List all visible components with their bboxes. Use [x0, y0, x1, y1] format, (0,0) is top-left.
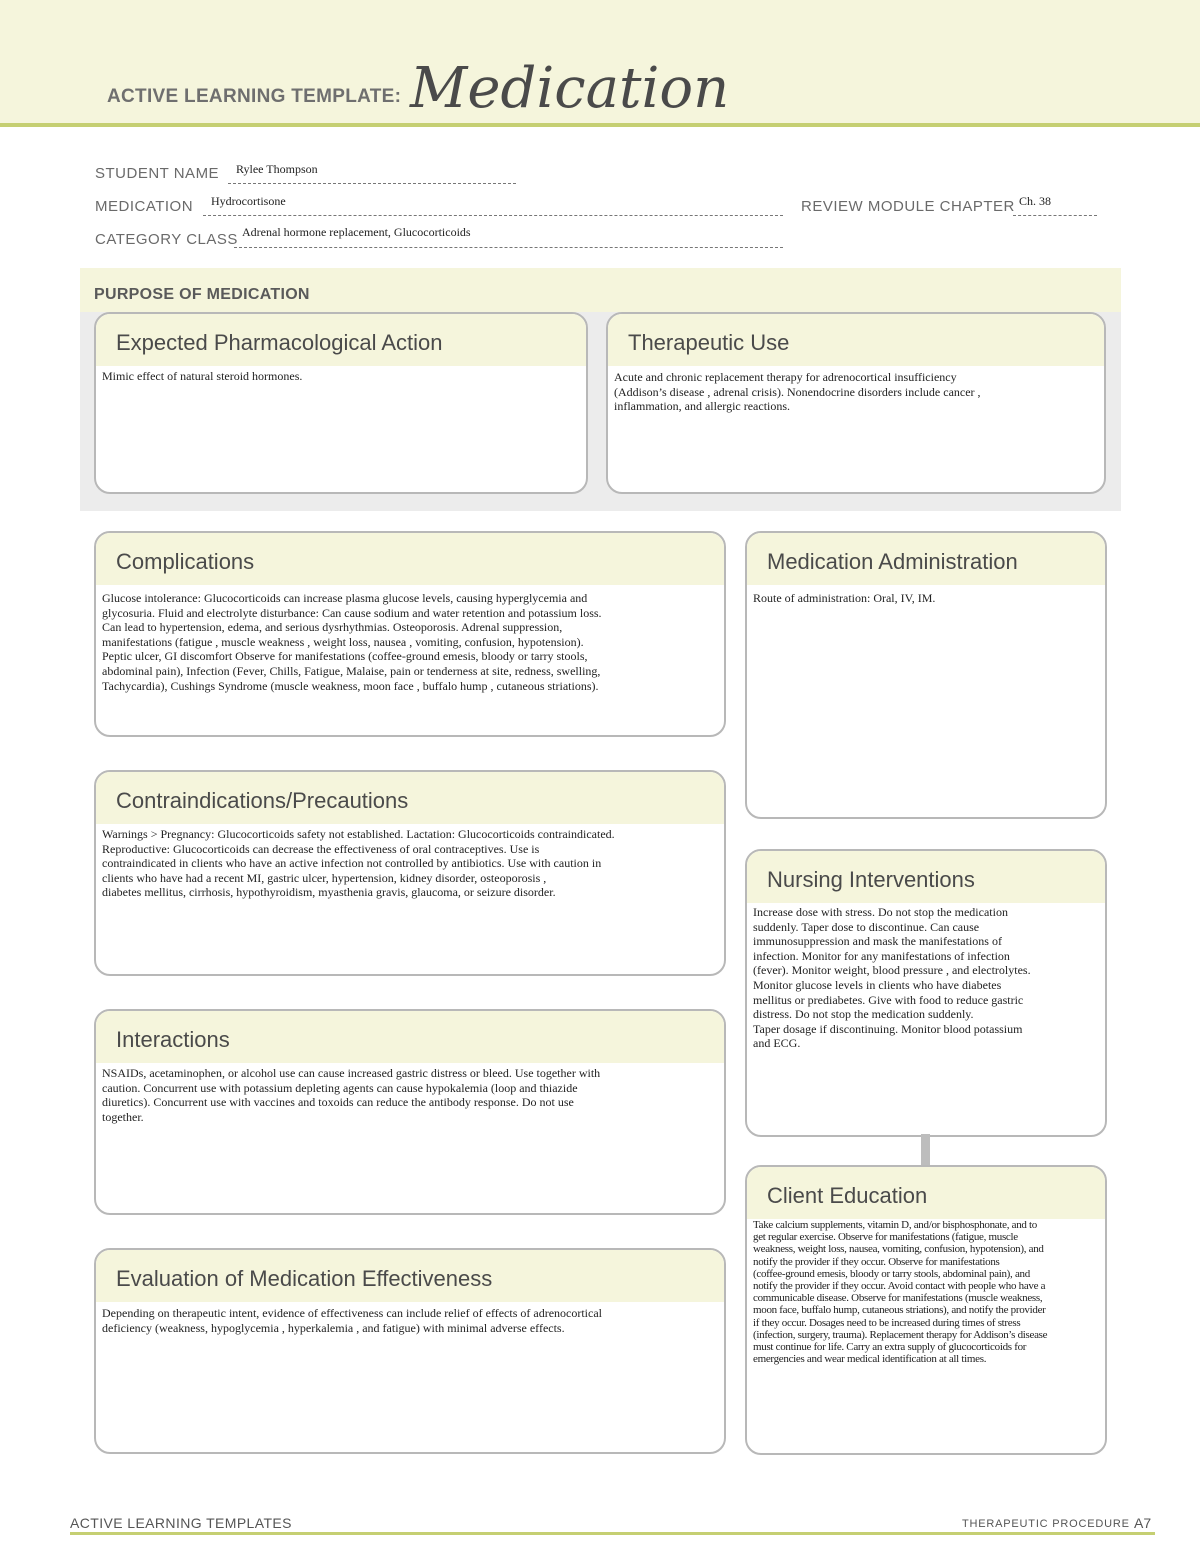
nursing-interventions-title: Nursing Interventions [767, 867, 975, 892]
card-header [96, 314, 586, 366]
therapeutic-use-card [606, 312, 1106, 494]
therapeutic-use-text[interactable]: Acute and chronic replacement therapy for adrenocortical insufficiency (Addison’s disease , adrenal crisis). Nonendocrine disorders include cancer , inflammation, and allergic reactions. [614, 370, 981, 414]
footer-title: ACTIVE LEARNING TEMPLATES [70, 1515, 292, 1531]
page-number: A7 [1134, 1515, 1152, 1531]
card-header [96, 772, 724, 824]
category-class-field[interactable]: Adrenal hormone replacement, Glucocorticoids [242, 225, 471, 239]
card-connector [921, 1134, 930, 1166]
nursing-interventions-card [745, 849, 1107, 1137]
card-header [608, 314, 1104, 366]
medication-field[interactable]: Hydrocortisone [211, 194, 286, 208]
student-name-label: STUDENT NAME [95, 165, 220, 182]
complications-text[interactable]: Glucose intolerance: Glucocorticoids can increase plasma glucose levels, causing hyperglycemia and glycosuria. Fluid and electrolyte disturbance: Can cause sodium and water retention and potassium loss. Can lead to hypertension, edema, and serious dysrhythmias. Osteoporosis. Adrenal suppression, manifestations (fatigue , muscle weakness , weight loss, nausea , vomiting, confusion, hypotension). Peptic ulcer, GI discomfort Observe for manifestations (coffee-ground emesis, bloody or tarry stools, abdominal pain), Infection (Fever, Chills, Fatigue, Malaise, pain or tenderness at site, redness, swelling, Tachycardia), Cushings Syndrome (muscle weakness, moon face , buffalo hump , cutaneous striations). [102, 591, 602, 693]
contraindications-title: Contraindications/Precautions [116, 788, 409, 813]
client-education-title: Client Education [767, 1183, 928, 1208]
category-class-label: CATEGORY CLASS [95, 231, 238, 248]
interactions-card [94, 1009, 726, 1215]
template-label: ACTIVE LEARNING TEMPLATE: [107, 86, 402, 107]
page-title: Medication [410, 56, 730, 121]
client-education-card [745, 1165, 1107, 1455]
category-class-line [234, 247, 783, 248]
nursing-interventions-text[interactable]: Increase dose with stress. Do not stop the medication suddenly. Taper dose to discontinue. Can cause immunosuppression and mask the manifestations of infection. Monitor for any manifestations of infection (fever). Monitor weight, blood pressure , and electrolytes. Monitor glucose levels in clients who have diabetes mellitus or prediabetes. Give with food to reduce gastric distress. Do not stop the medication suddenly. Taper dosage if discontinuing. Monitor blood potassium and ECG. [753, 905, 1031, 1051]
evaluation-title: Evaluation of Medication Effectiveness [116, 1266, 493, 1291]
card-header [747, 533, 1105, 585]
expected-action-text[interactable]: Mimic effect of natural steroid hormones. [102, 369, 303, 383]
review-module-line [1013, 215, 1097, 216]
interactions-text[interactable]: NSAIDs, acetaminophen, or alcohol use can cause increased gastric distress or bleed. Use together with caution. Concurrent use with potassium depleting agents can cause hypokalemia (loop and thiazide diuretics). Concurrent use with vaccines and toxoids can reduce the antibody response. Do not use together. [102, 1066, 601, 1124]
evaluation-card [94, 1248, 726, 1454]
card-header [96, 1011, 724, 1063]
review-module-label: REVIEW MODULE CHAPTER [801, 198, 1015, 215]
header-rule [0, 123, 1200, 127]
medication-administration-card [745, 531, 1107, 819]
complications-title: Complications [116, 549, 255, 574]
therapeutic-use-title: Therapeutic Use [628, 330, 790, 355]
card-header [747, 1167, 1105, 1219]
expected-action-card [94, 312, 588, 494]
review-module-field[interactable]: Ch. 38 [1019, 194, 1052, 208]
evaluation-text[interactable]: Depending on therapeutic intent, evidence of effectiveness can include relief of effects of adrenocortical deficiency (weakness, hypoglycemia , hyperkalemia , and fatigue) with minimal adverse effects. [102, 1306, 602, 1335]
footer-rule [70, 1532, 1155, 1535]
student-name-field[interactable]: Rylee Thompson [236, 162, 318, 176]
client-education-text[interactable]: Take calcium supplements, vitamin D, and/or bisphosphonate, and to get regular exercise. Observe for manifestations (fatigue, muscle weakness, weight loss, nausea, vomiting, confusion, hypotension), and notify the provider if they occur. Observe for manifestations (coffee-ground emesis, bloody or tarry stools, abdominal pain), and notify the provider if they occur. Avoid contact with people who have a communicable disease. Observe for manifestations (muscle weakness, moon face, buffalo hump, cutaneous striations), and notify the provider if they occur. Dosages need to be increased during times of stress (infection, surgery, trauma). Replacement therapy for Addison’s disease must continue for life. Carry an extra supply of glucocorticoids for emergencies and wear medical identification at all times. [753, 1219, 1048, 1366]
medication-label: MEDICATION [95, 198, 194, 215]
expected-action-title: Expected Pharmacological Action [116, 330, 443, 355]
card-header [747, 851, 1105, 903]
medication-administration-title: Medication Administration [767, 549, 1018, 574]
card-header [96, 533, 724, 585]
medication-administration-text[interactable]: Route of administration: Oral, IV, IM. [753, 591, 936, 605]
contraindications-text[interactable]: Warnings > Pregnancy: Glucocorticoids safety not established. Lactation: Glucocorticoids contraindicated. Reproductive: Glucocorticoids can decrease the effectiveness of oral contraceptives. Use is contraindicated in clients who have an active infection not controlled by antibiotics. Use with caution in clients who have had a recent MI, gastric ulcer, hypertension, kidney disorder, osteoporosis , diabetes mellitus, cirrhosis, hypothyroidism, myasthenia gravis, glaucoma, or seizure disorder. [102, 827, 615, 900]
medication-line [203, 215, 783, 216]
purpose-section-title: PURPOSE OF MEDICATION [94, 286, 310, 303]
contraindications-card [94, 770, 726, 976]
complications-card [94, 531, 726, 737]
interactions-title: Interactions [116, 1027, 230, 1052]
footer-section: THERAPEUTIC PROCEDURE [962, 1518, 1130, 1530]
card-header [96, 1250, 724, 1302]
student-name-line [228, 183, 516, 184]
